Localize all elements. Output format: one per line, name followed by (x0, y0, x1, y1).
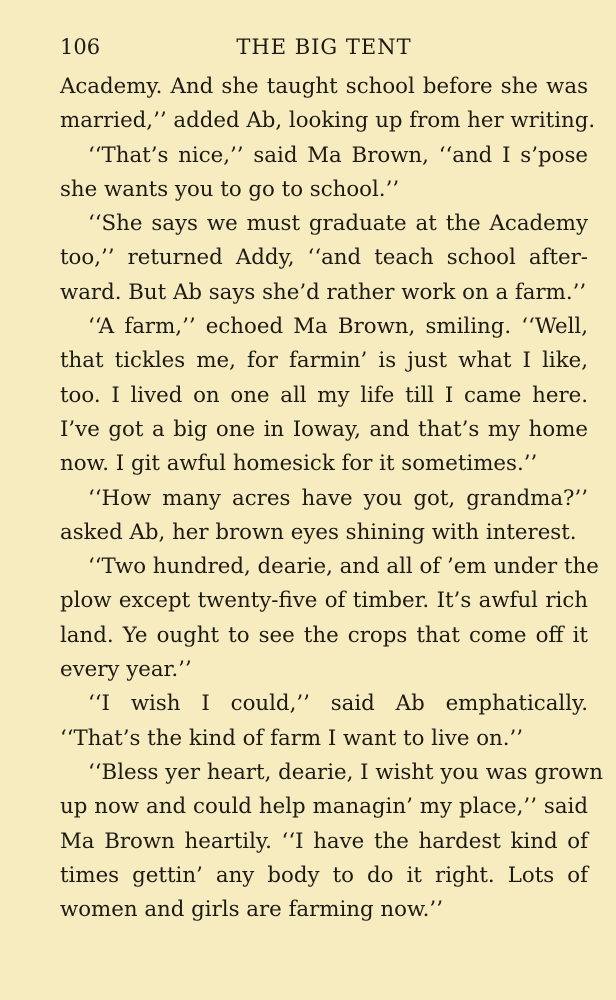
text-line: every year.’’ (60, 657, 192, 683)
text-line: ward. But Ab says she’d rather work on a farm.’’ (60, 279, 587, 305)
text-line: ‘‘How many acres have you got, grandma?’’ (88, 485, 588, 511)
page-header (60, 32, 588, 62)
text-line: land. Ye ought to see the crops that come off it (60, 622, 588, 648)
text-line: ‘‘Bless yer heart, dearie, I wisht you was grown (88, 759, 603, 785)
text-line: too. I lived on one all my life till I came here. (60, 382, 588, 408)
text-line: times gettin’ any body to do it right. Lots of (60, 862, 588, 888)
text-line: asked Ab, her brown eyes shining with interest. (60, 519, 577, 545)
text-line: she wants you to go to school.’’ (60, 176, 400, 202)
text-line: women and girls are farming now.’’ (60, 897, 443, 923)
text-line: ‘‘She says we must graduate at the Academy (88, 211, 588, 237)
text-line: I’ve got a big one in Ioway, and that’s my home (60, 416, 588, 442)
text-line: up now and could help managin’ my place,’’ said (60, 794, 588, 820)
text-line: ‘‘A farm,’’ echoed Ma Brown, smiling. ‘‘Well, (88, 314, 588, 340)
text-line: now. I git awful homesick for it sometimes.’’ (60, 451, 538, 477)
text-line: married,’’ added Ab, looking up from her writing. (60, 108, 596, 134)
text-line: Ma Brown heartily. ‘‘I have the hardest kind of (60, 828, 588, 854)
text-line: Academy. And she taught school before she was (60, 74, 588, 99)
text-line: that tickles me, for farmin’ is just what I like, (60, 348, 588, 374)
text-line: plow except twenty-five of timber. It’s awful rich (60, 588, 588, 614)
body-text (60, 70, 603, 927)
text-line: ‘‘I wish I could,’’ said Ab emphatically. (88, 691, 588, 717)
text-line: ‘‘Two hundred, dearie, and all of ’em under the (88, 554, 599, 580)
text-line: ‘‘That’s nice,’’ said Ma Brown, ‘‘and I s’pose (88, 142, 588, 168)
text-line: too,’’ returned Addy, ‘‘and teach school after- (60, 245, 588, 271)
running-title: THE BIG TENT (236, 35, 412, 59)
text-line: ‘‘That’s the kind of farm I want to live on.’’ (60, 725, 524, 751)
page-number: 106 (60, 35, 101, 59)
